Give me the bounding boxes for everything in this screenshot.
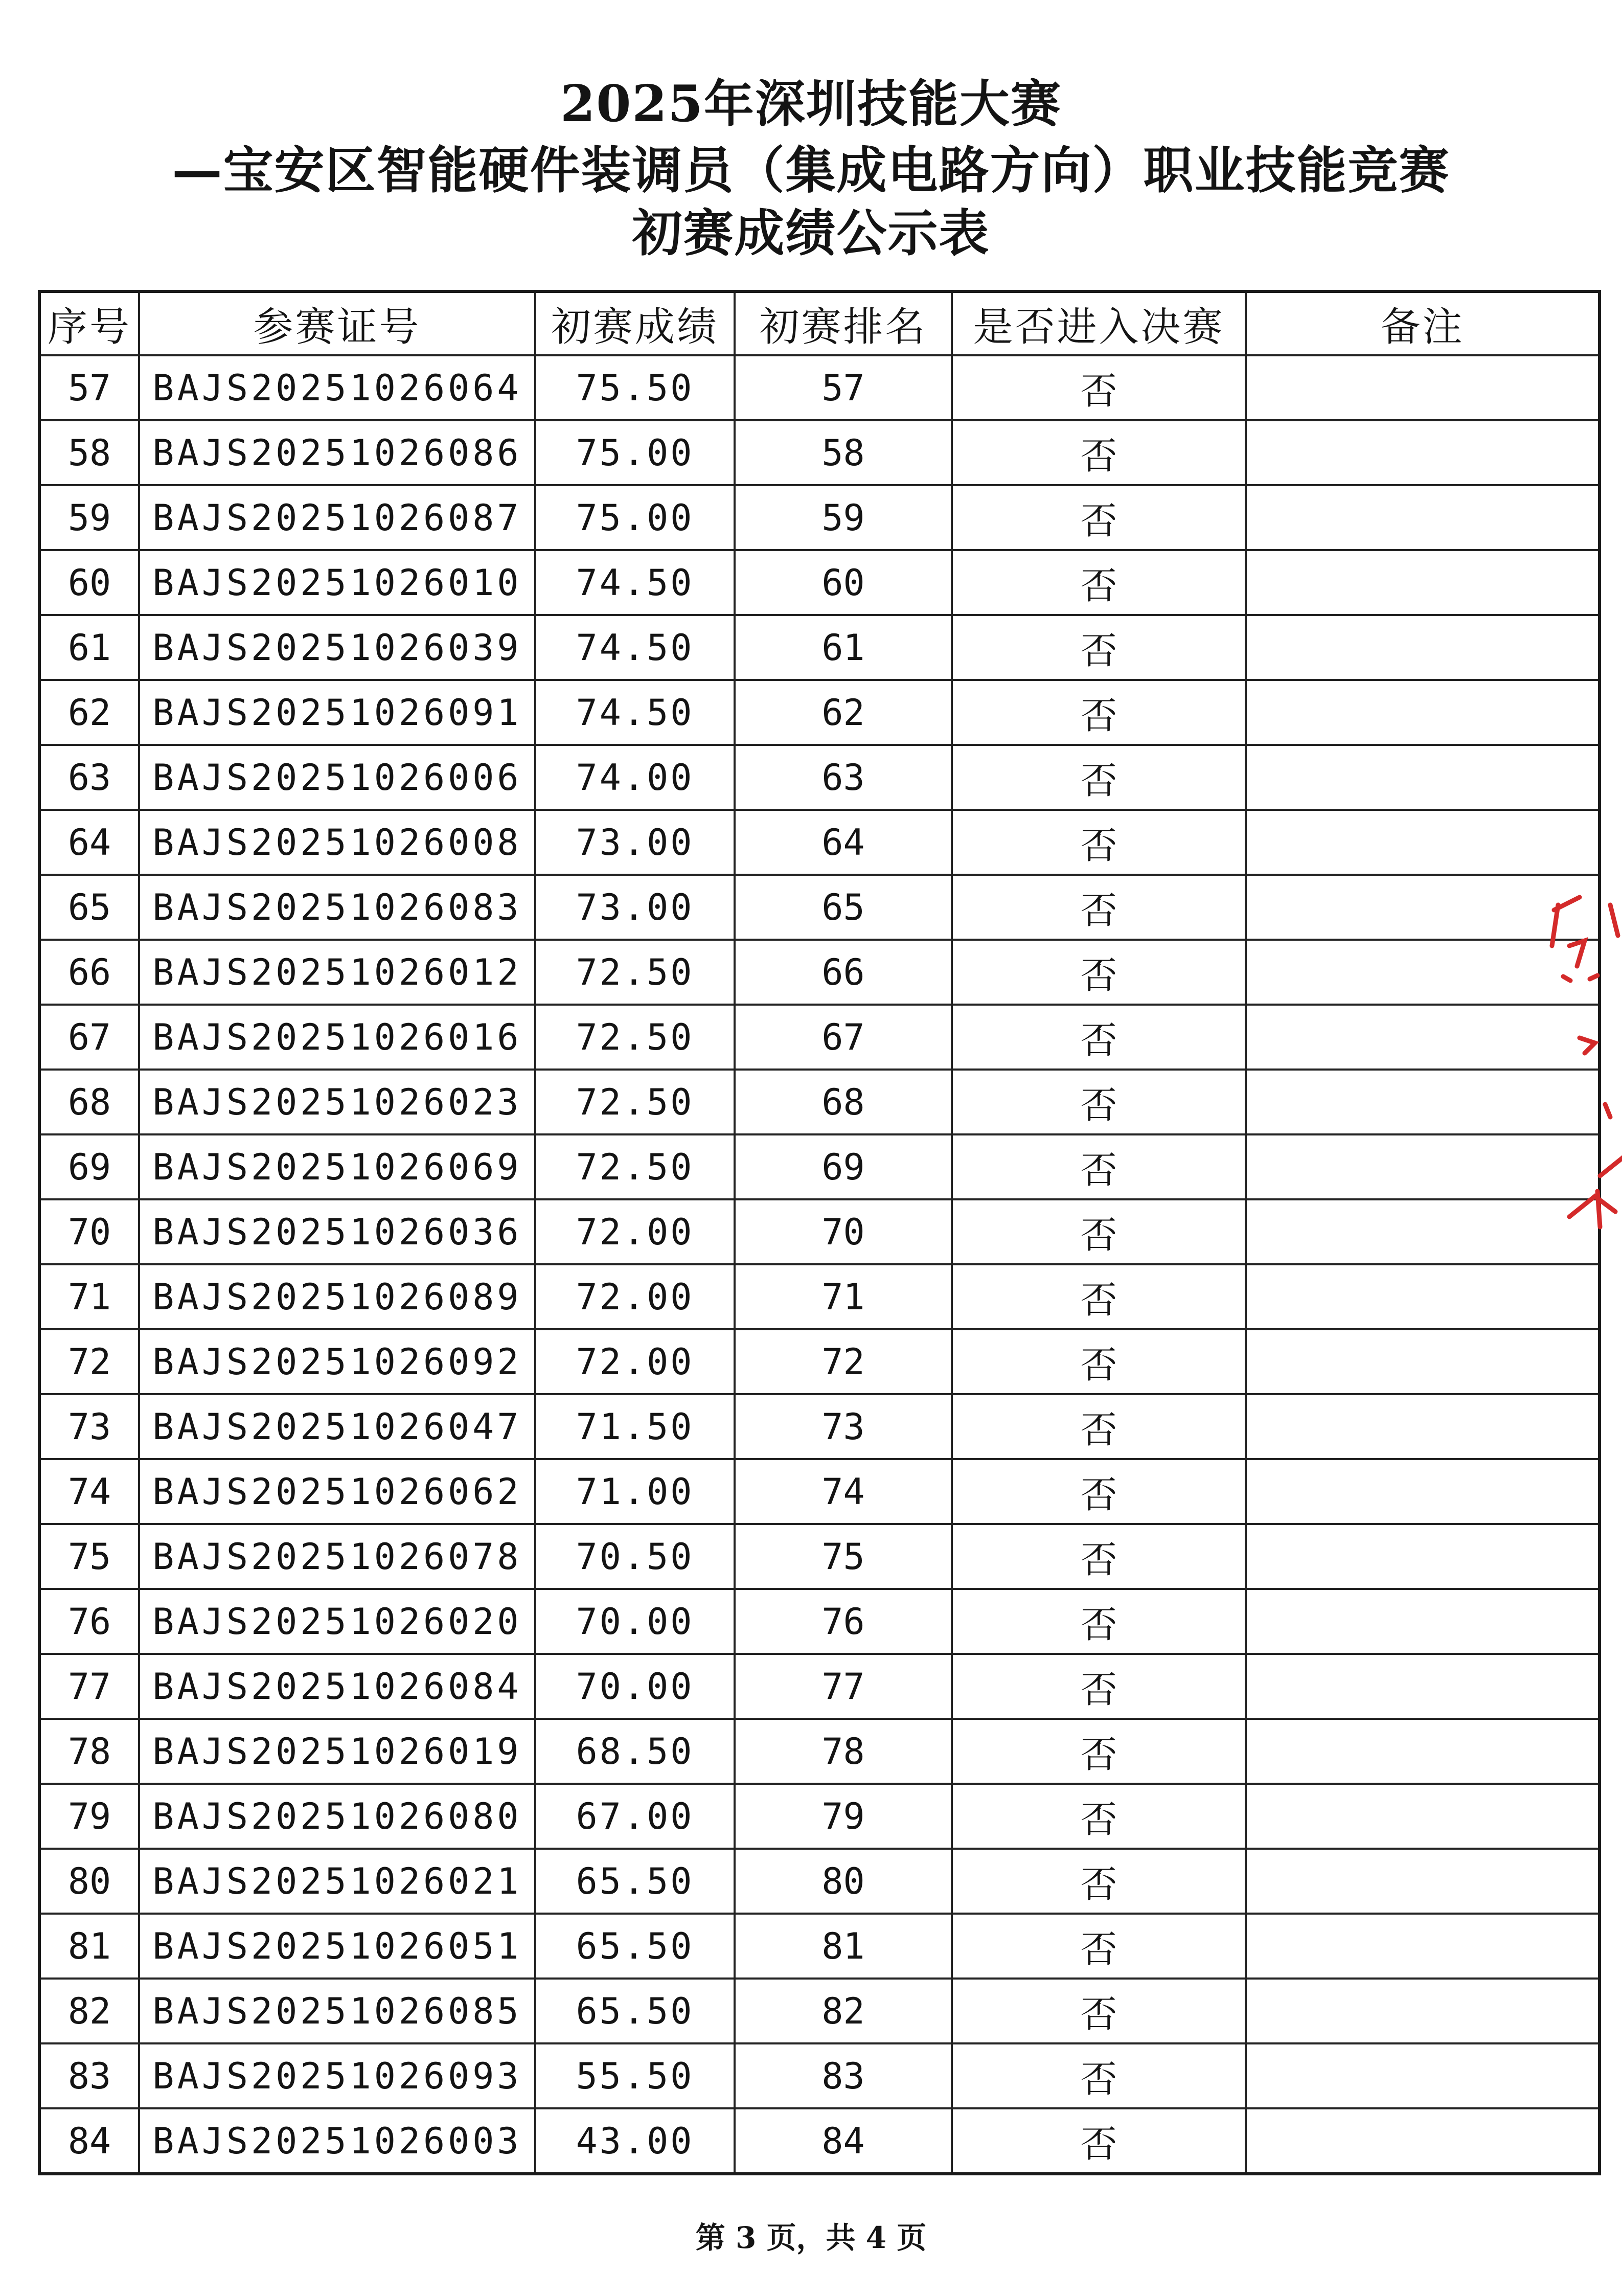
cell-prelim-rank: 61 [735,615,952,680]
cell-prelim-rank: 64 [735,810,952,875]
cell-remarks [1246,1329,1600,1394]
cell-prelim-score: 65.50 [535,1849,735,1914]
cell-index: 58 [39,420,139,485]
cell-registration-id: BAJS20251026069 [139,1134,535,1199]
table-row [39,355,1600,420]
table-row [39,1329,1600,1394]
cell-advance-to-final: 否 [952,2043,1246,2108]
cell-index: 71 [39,1264,139,1329]
cell-registration-id: BAJS20251026084 [139,1654,535,1719]
cell-remarks [1246,745,1600,810]
cell-advance-to-final: 否 [952,1264,1246,1329]
cell-index: 67 [39,1005,139,1070]
cell-prelim-rank: 78 [735,1719,952,1784]
column-header-prelim-score: 初赛成绩 [535,291,735,355]
cell-remarks [1246,940,1600,1005]
cell-registration-id: BAJS20251026019 [139,1719,535,1784]
cell-index: 81 [39,1914,139,1979]
cell-prelim-rank: 60 [735,550,952,615]
cell-index: 70 [39,1199,139,1264]
cell-remarks [1246,1199,1600,1264]
cell-registration-id: BAJS20251026021 [139,1849,535,1914]
cell-prelim-score: 70.50 [535,1524,735,1589]
cell-prelim-score: 74.00 [535,745,735,810]
cell-prelim-rank: 73 [735,1394,952,1459]
table-row [39,420,1600,485]
cell-registration-id: BAJS20251026020 [139,1589,535,1654]
cell-remarks [1246,1070,1600,1134]
cell-prelim-score: 65.50 [535,1979,735,2043]
cell-index: 69 [39,1134,139,1199]
cell-prelim-rank: 84 [735,2108,952,2174]
cell-advance-to-final: 否 [952,1524,1246,1589]
cell-index: 83 [39,2043,139,2108]
cell-remarks [1246,2108,1600,2174]
cell-registration-id: BAJS20251026062 [139,1459,535,1524]
cell-registration-id: BAJS20251026051 [139,1914,535,1979]
column-header-prelim-rank: 初赛排名 [735,291,952,355]
cell-prelim-score: 72.50 [535,1005,735,1070]
cell-prelim-rank: 81 [735,1914,952,1979]
cell-index: 57 [39,355,139,420]
table-row [39,1070,1600,1134]
cell-prelim-score: 74.50 [535,680,735,745]
table-row [39,1524,1600,1589]
cell-remarks [1246,2043,1600,2108]
cell-registration-id: BAJS20251026078 [139,1524,535,1589]
cell-remarks [1246,1005,1600,1070]
cell-remarks [1246,1979,1600,2043]
cell-prelim-rank: 76 [735,1589,952,1654]
table-body [39,355,1600,2174]
cell-remarks [1246,1654,1600,1719]
cell-index: 80 [39,1849,139,1914]
table-row [39,1979,1600,2043]
cell-advance-to-final: 否 [952,1199,1246,1264]
column-header-index: 序号 [39,291,139,355]
cell-index: 68 [39,1070,139,1134]
cell-advance-to-final: 否 [952,1979,1246,2043]
table-row [39,615,1600,680]
cell-remarks [1246,1264,1600,1329]
cell-prelim-score: 65.50 [535,1914,735,1979]
cell-prelim-score: 70.00 [535,1654,735,1719]
cell-prelim-rank: 58 [735,420,952,485]
cell-registration-id: BAJS20251026023 [139,1070,535,1134]
cell-prelim-rank: 71 [735,1264,952,1329]
table-row [39,1459,1600,1524]
cell-prelim-score: 73.00 [535,875,735,940]
cell-advance-to-final: 否 [952,615,1246,680]
column-header-remarks: 备注 [1246,291,1600,355]
cell-advance-to-final: 否 [952,1784,1246,1849]
cell-prelim-rank: 67 [735,1005,952,1070]
cell-remarks [1246,1394,1600,1459]
cell-prelim-score: 68.50 [535,1719,735,1784]
cell-index: 79 [39,1784,139,1849]
cell-index: 74 [39,1459,139,1524]
cell-prelim-rank: 62 [735,680,952,745]
red-seal-stamp-icon [1549,890,1622,1237]
cell-registration-id: BAJS20251026092 [139,1329,535,1394]
cell-index: 60 [39,550,139,615]
table-row [39,940,1600,1005]
cell-prelim-rank: 83 [735,2043,952,2108]
cell-index: 78 [39,1719,139,1784]
cell-advance-to-final: 否 [952,1654,1246,1719]
column-header-advance-to-final: 是否进入决赛 [952,291,1246,355]
cell-remarks [1246,355,1600,420]
cell-prelim-score: 67.00 [535,1784,735,1849]
cell-index: 75 [39,1524,139,1589]
cell-index: 82 [39,1979,139,2043]
cell-registration-id: BAJS20251026087 [139,485,535,550]
cell-advance-to-final: 否 [952,1849,1246,1914]
cell-prelim-score: 72.00 [535,1264,735,1329]
cell-advance-to-final: 否 [952,2108,1246,2174]
cell-registration-id: BAJS20251026010 [139,550,535,615]
cell-advance-to-final: 否 [952,1005,1246,1070]
cell-remarks [1246,1589,1600,1654]
table-row [39,1849,1600,1914]
document-title: 2025年深圳技能大赛 [560,75,1062,133]
cell-advance-to-final: 否 [952,485,1246,550]
cell-prelim-rank: 77 [735,1654,952,1719]
cell-registration-id: BAJS20251026039 [139,615,535,680]
cell-advance-to-final: 否 [952,1134,1246,1199]
cell-index: 63 [39,745,139,810]
table-row [39,1199,1600,1264]
cell-remarks [1246,1849,1600,1914]
cell-prelim-rank: 72 [735,1329,952,1394]
cell-advance-to-final: 否 [952,940,1246,1005]
cell-index: 73 [39,1394,139,1459]
cell-index: 62 [39,680,139,745]
table-row [39,1784,1600,1849]
cell-prelim-score: 75.00 [535,485,735,550]
cell-index: 61 [39,615,139,680]
table-row [39,2043,1600,2108]
cell-advance-to-final: 否 [952,550,1246,615]
cell-registration-id: BAJS20251026080 [139,1784,535,1849]
cell-registration-id: BAJS20251026036 [139,1199,535,1264]
page-number: 第 3 页，共 4 页 [695,2220,927,2255]
document-subtitle: —宝安区智能硬件装调员（集成电路方向）职业技能竞赛 [172,141,1450,200]
cell-registration-id: BAJS20251026006 [139,745,535,810]
cell-advance-to-final: 否 [952,420,1246,485]
cell-advance-to-final: 否 [952,1459,1246,1524]
table-row [39,1654,1600,1719]
cell-remarks [1246,615,1600,680]
cell-advance-to-final: 否 [952,875,1246,940]
cell-index: 72 [39,1329,139,1394]
table-row [39,1134,1600,1199]
cell-prelim-rank: 57 [735,355,952,420]
table-row [39,485,1600,550]
cell-prelim-rank: 82 [735,1979,952,2043]
cell-prelim-score: 72.00 [535,1329,735,1394]
cell-prelim-rank: 69 [735,1134,952,1199]
cell-registration-id: BAJS20251026083 [139,875,535,940]
cell-advance-to-final: 否 [952,810,1246,875]
table-row [39,745,1600,810]
cell-prelim-score: 43.00 [535,2108,735,2174]
cell-remarks [1246,1134,1600,1199]
cell-advance-to-final: 否 [952,680,1246,745]
table-row [39,1719,1600,1784]
cell-remarks [1246,810,1600,875]
cell-advance-to-final: 否 [952,1719,1246,1784]
cell-prelim-rank: 65 [735,875,952,940]
cell-registration-id: BAJS20251026089 [139,1264,535,1329]
cell-index: 66 [39,940,139,1005]
table-row [39,550,1600,615]
cell-index: 84 [39,2108,139,2174]
cell-registration-id: BAJS20251026085 [139,1979,535,2043]
cell-advance-to-final: 否 [952,1070,1246,1134]
cell-prelim-rank: 66 [735,940,952,1005]
cell-registration-id: BAJS20251026003 [139,2108,535,2174]
cell-remarks [1246,485,1600,550]
document-table-title: 初赛成绩公示表 [632,204,990,263]
cell-prelim-rank: 68 [735,1070,952,1134]
cell-index: 65 [39,875,139,940]
cell-prelim-score: 70.00 [535,1589,735,1654]
cell-prelim-score: 75.00 [535,420,735,485]
cell-prelim-rank: 74 [735,1459,952,1524]
cell-prelim-score: 55.50 [535,2043,735,2108]
cell-registration-id: BAJS20251026047 [139,1394,535,1459]
cell-prelim-rank: 75 [735,1524,952,1589]
cell-remarks [1246,680,1600,745]
cell-remarks [1246,420,1600,485]
cell-remarks [1246,1719,1600,1784]
cell-registration-id: BAJS20251026086 [139,420,535,485]
cell-advance-to-final: 否 [952,1589,1246,1654]
table-row [39,875,1600,940]
cell-index: 76 [39,1589,139,1654]
cell-remarks [1246,1914,1600,1979]
cell-index: 64 [39,810,139,875]
cell-registration-id: BAJS20251026008 [139,810,535,875]
cell-registration-id: BAJS20251026064 [139,355,535,420]
cell-prelim-score: 74.50 [535,615,735,680]
cell-prelim-score: 72.50 [535,1070,735,1134]
cell-advance-to-final: 否 [952,745,1246,810]
cell-remarks [1246,1459,1600,1524]
cell-remarks [1246,875,1600,940]
cell-prelim-score: 71.50 [535,1394,735,1459]
cell-prelim-rank: 59 [735,485,952,550]
cell-registration-id: BAJS20251026091 [139,680,535,745]
table-row [39,1005,1600,1070]
table-row [39,1914,1600,1979]
cell-prelim-rank: 79 [735,1784,952,1849]
cell-advance-to-final: 否 [952,1914,1246,1979]
table-row [39,1589,1600,1654]
cell-prelim-rank: 70 [735,1199,952,1264]
cell-prelim-score: 74.50 [535,550,735,615]
cell-prelim-score: 71.00 [535,1459,735,1524]
cell-index: 59 [39,485,139,550]
cell-prelim-rank: 63 [735,745,952,810]
cell-prelim-score: 72.00 [535,1199,735,1264]
table-row [39,2108,1600,2174]
table-row [39,680,1600,745]
table-row [39,810,1600,875]
cell-prelim-rank: 80 [735,1849,952,1914]
cell-prelim-score: 73.00 [535,810,735,875]
cell-prelim-score: 72.50 [535,940,735,1005]
cell-advance-to-final: 否 [952,355,1246,420]
table-header-row [39,291,1600,355]
score-table [38,290,1601,2175]
cell-registration-id: BAJS20251026016 [139,1005,535,1070]
cell-registration-id: BAJS20251026012 [139,940,535,1005]
column-header-registration-id: 参赛证号 [139,291,535,355]
cell-prelim-score: 72.50 [535,1134,735,1199]
cell-advance-to-final: 否 [952,1394,1246,1459]
table-row [39,1264,1600,1329]
cell-remarks [1246,1524,1600,1589]
table-row [39,1394,1600,1459]
cell-index: 77 [39,1654,139,1719]
cell-remarks [1246,550,1600,615]
cell-prelim-score: 75.50 [535,355,735,420]
cell-advance-to-final: 否 [952,1329,1246,1394]
cell-registration-id: BAJS20251026093 [139,2043,535,2108]
cell-remarks [1246,1784,1600,1849]
